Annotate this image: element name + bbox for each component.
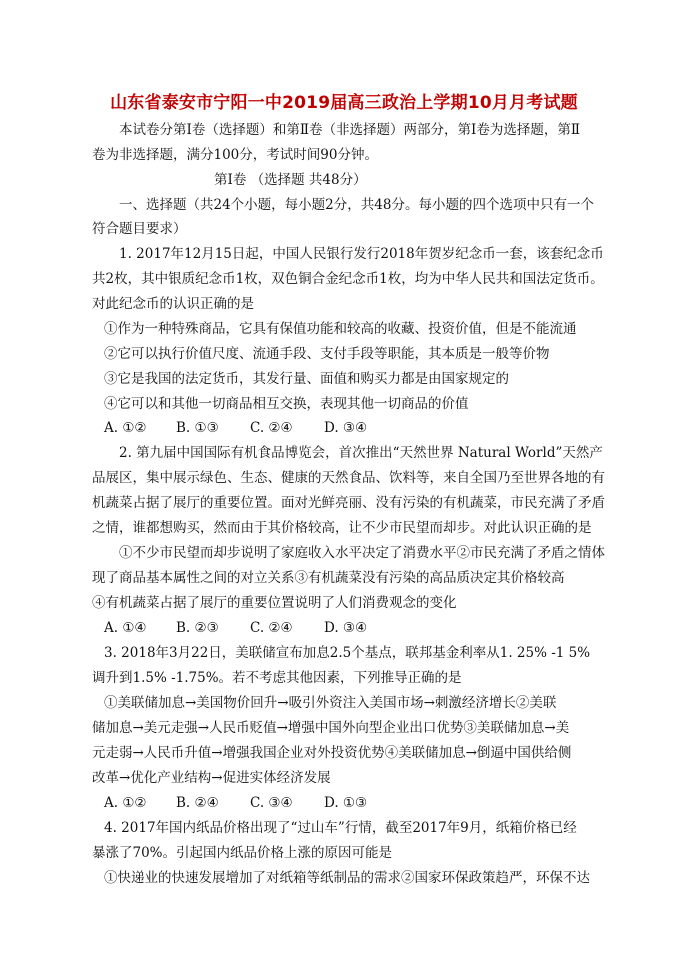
q2-statements-line-3: ④有机蔬菜占据了展厅的重要位置说明了人们消费观念的变化: [92, 595, 457, 611]
q1-statement-4: ④它可以和其他一切商品相互交换，表现其他一切商品的价值: [104, 396, 469, 412]
q3-statements-line-1: ①美联储加息→美国物价回升→吸引外资注入美国市场→刺激经济增长②美联: [104, 695, 557, 711]
q1-stem-line-2: 共2枚，其中银质纪念币1枚，双色铜合金纪念币1枚，均为中华人民共和国法定货币。: [92, 271, 604, 287]
q2-option-c: C. ②④: [250, 620, 293, 636]
q1-statement-1: ①作为一种特殊商品，它具有保值功能和较高的收藏、投资价值，但是不能流通: [104, 321, 577, 337]
q2-stem-line-1: 2. 第九届中国国际有机食品博览会，首次推出“天然世界 Natural World”天然产: [119, 445, 603, 461]
part1-heading: 第Ⅰ卷 （选择题 共48分）: [214, 172, 367, 188]
q2-stem-line-2: 品展区，集中展示绿色、生态、健康的天然食品、饮料等，来自全国乃至世界各地的有: [92, 470, 605, 486]
q3-stem-line-1: 3. 2018年3月22日，美联储宣布加息2.5个基点，联邦基金利率从1. 25% -1 5%: [104, 645, 591, 661]
q3-option-a: A. ①②: [104, 795, 147, 811]
q3-option-b: B. ②④: [176, 795, 219, 811]
q2-statements-line-1: ①不少市民望而却步说明了家庭收入水平决定了消费水平②市民充满了矛盾之情体: [119, 545, 605, 561]
q2-stem-line-4: 之情，谁都想购买，然而由于其价格较高，让不少市民望而却步。对此认识正确的是: [92, 520, 592, 536]
q4-stem-line-1: 4. 2017年国内纸品价格出现了“过山车”行情，截至2017年9月，纸箱价格已经: [104, 820, 577, 836]
q1-stem-line-3: 对此纪念币的认识正确的是: [92, 296, 254, 312]
q2-option-a: A. ①④: [104, 620, 147, 636]
q1-option-a: A. ①②: [104, 420, 147, 436]
q1-stem-line-1: 1. 2017年12月15日起，中国人民银行发行2018年贺岁纪念币一套，该套纪念币: [119, 246, 604, 262]
section-heading-line-1: 一、选择题（共24个小题，每小题2分，共48分。每小题的四个选项中只有一个: [119, 197, 594, 213]
q3-statements-line-4: 改革→优化产业结构→促进实体经济发展: [92, 770, 331, 786]
q2-options: [104, 618, 367, 638]
q3-options: [104, 793, 367, 813]
q2-stem-line-3: 机蔬菜占据了展厅的重要位置。面对光鲜亮丽、没有污染的有机蔬菜，市民充满了矛盾: [92, 495, 605, 511]
q1-option-d: D. ③④: [324, 420, 368, 436]
intro-line-2: 卷为非选择题，满分100分，考试时间90分钟。: [92, 147, 378, 163]
q2-option-d: D. ③④: [324, 620, 368, 636]
q1-statement-2: ②它可以执行价值尺度、流通手段、支付手段等职能，其本质是一般等价物: [104, 346, 550, 362]
q1-option-c: C. ②④: [250, 420, 293, 436]
q1-option-b: B. ①③: [176, 420, 219, 436]
q1-statement-3: ③它是我国的法定货币，其发行量、面值和购买力都是由国家规定的: [104, 371, 509, 387]
q3-option-d: D. ①③: [324, 795, 368, 811]
q3-statements-line-3: 元走弱→人民币升值→增强我国企业对外投资优势④美联储加息→倒逼中国供给侧: [92, 745, 572, 761]
q4-statements-line-1: ①快递业的快速发展增加了对纸箱等纸制品的需求②国家环保政策趋严，环保不达: [104, 870, 590, 886]
exam-title: 山东省泰安市宁阳一中2019届高三政治上学期10月月考试题: [110, 93, 578, 113]
q2-statements-line-2: 现了商品基本属性之间的对立关系③有机蔬菜没有污染的高品质决定其价格较高: [92, 570, 565, 586]
intro-line-1: 本试卷分第Ⅰ卷（选择题）和第Ⅱ卷（非选择题）两部分，第Ⅰ卷为选择题，第Ⅱ: [119, 122, 581, 138]
q3-stem-line-2: 调升到1.5% -1.75%。若不考虑其他因素，下列推导正确的是: [92, 670, 462, 686]
q2-option-b: B. ②③: [176, 620, 219, 636]
q3-option-c: C. ③④: [250, 795, 293, 811]
q1-options: [104, 418, 367, 438]
q4-stem-line-2: 暴涨了70%。引起国内纸品价格上涨的原因可能是: [92, 845, 393, 861]
q3-statements-line-2: 储加息→美元走强→人民币贬值→增强中国外向型企业出口优势③美联储加息→美: [92, 720, 570, 736]
section-heading-line-2: 符合题目要求）: [92, 221, 187, 237]
